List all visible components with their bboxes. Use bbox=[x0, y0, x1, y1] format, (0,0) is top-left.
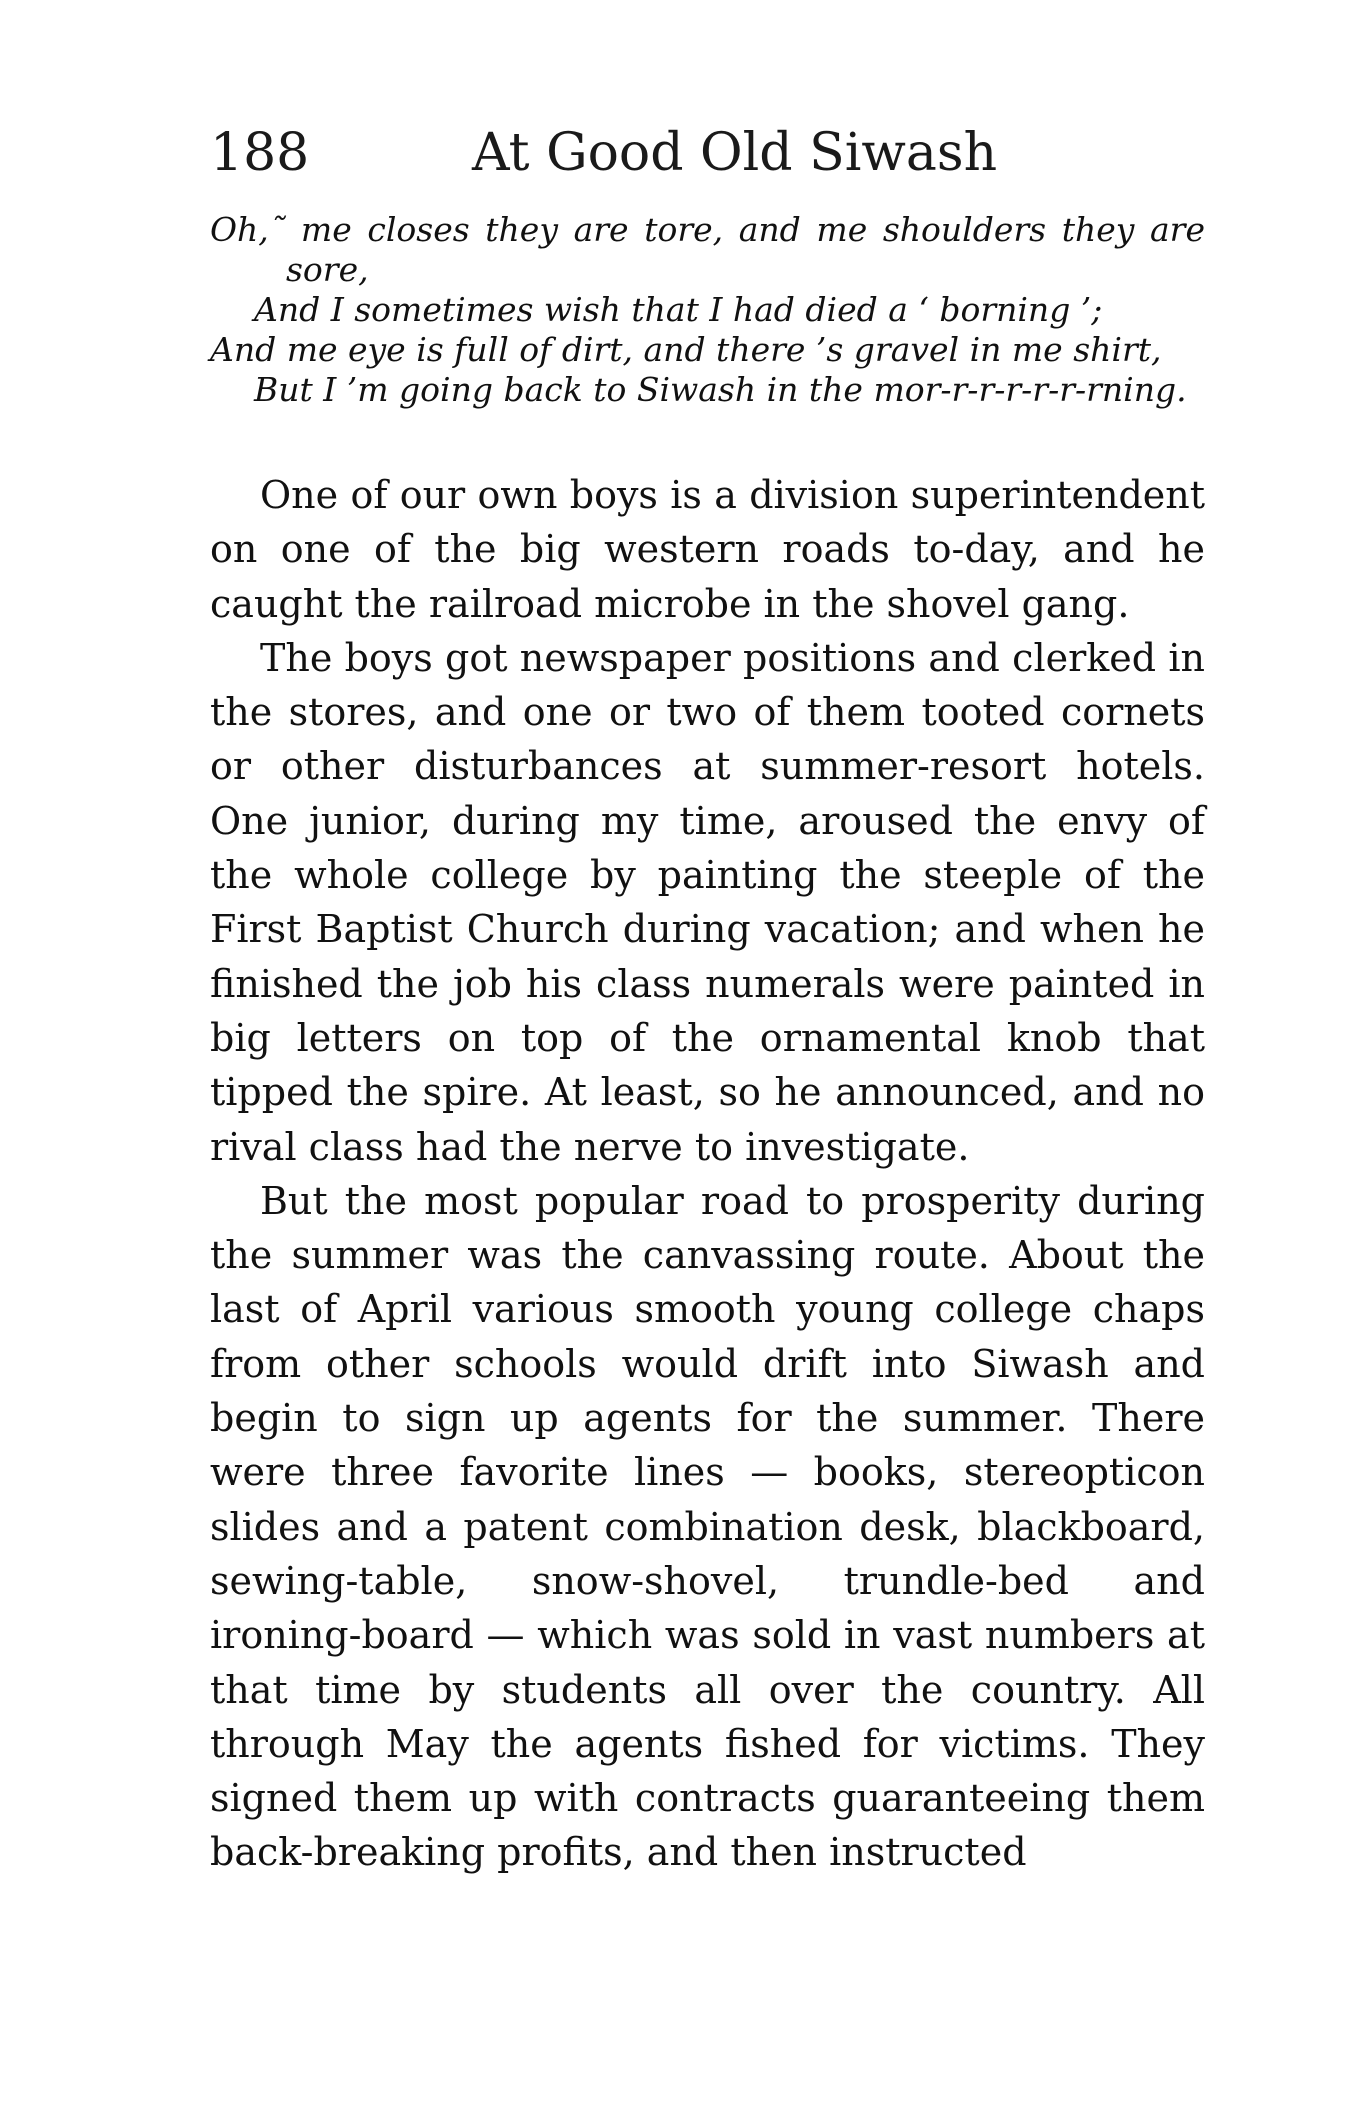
body-text bbox=[210, 468, 1205, 1880]
paragraph: The boys got newspaper positions and clerked in the stores, and one or two of them tooted cornets or other disturbances at summer-resort hotels. One junior, during my time, aroused the envy of the whole college by painting the steeple of the First Baptist Church during vacation; and when he finished the job his class numerals were painted in big letters on top of the ornamental knob that tipped the spire. At least, so he announced, and no rival class had the nerve to investigate. bbox=[210, 635, 1205, 1169]
verse-line: Oh,˜ me closes they are tore, and me shoulders they are bbox=[210, 210, 1205, 249]
page-number: 188 bbox=[210, 123, 310, 183]
verse-line: And me eye is full of dirt, and there ’s gravel in me shirt, bbox=[210, 330, 1162, 369]
verse-stanza bbox=[210, 210, 1205, 410]
verse-line-continuation: sore, bbox=[286, 250, 369, 289]
running-title: At Good Old Siwash bbox=[472, 123, 998, 183]
paragraph: One of our own boys is a division superintendent on one of the big western roads to-day, and he caught the railroad microbe in the shovel gang. bbox=[210, 473, 1205, 626]
page-header bbox=[210, 118, 1210, 188]
paragraph: But the most popular road to prosperity during the summer was the canvassing route. About the last of April various smooth young college chaps from other schools would drift into Siwash and begin to sign up agents for the summer. There were three favorite lines — books, stereopticon slides and a patent combination desk, blackboard, sewing-table, snow-shovel, trundle-bed and ironing-board — which was sold in vast numbers at that time by students all over the country. All through May the agents fished for victims. They signed them up with contracts guaranteeing them back-breaking profits, and then instructed bbox=[210, 1178, 1205, 1875]
verse-line: But I ’m going back to Siwash in the mor-r-r-r-r-r-rning. bbox=[254, 370, 1187, 409]
verse-line: And I sometimes wish that I had died a ‘ borning ’; bbox=[254, 290, 1103, 329]
